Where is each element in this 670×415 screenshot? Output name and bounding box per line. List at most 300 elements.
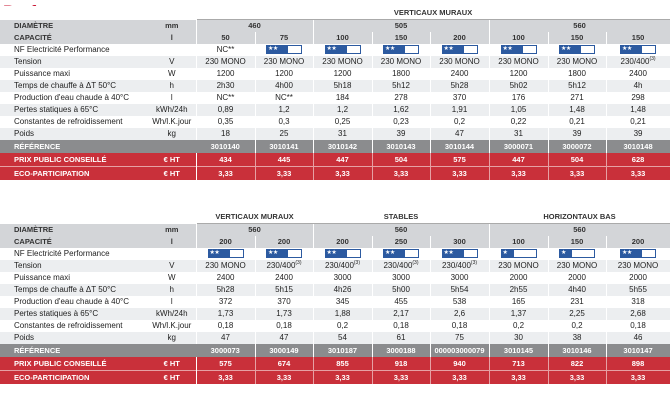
row-label: Tension — [0, 56, 148, 68]
reference-value: 3010140 — [196, 140, 255, 153]
reference-row — [0, 344, 670, 357]
cell-value — [255, 332, 313, 344]
cell-text: 230/400 — [383, 261, 413, 270]
cell-value — [489, 68, 548, 80]
row-label: Puissance maxi — [0, 272, 148, 284]
cell-text: 230/400 — [266, 261, 296, 270]
cell-text: 5h15 — [275, 285, 293, 294]
nf-row — [0, 248, 670, 260]
cell-value — [548, 80, 606, 92]
cell-value — [548, 260, 606, 272]
cell-value — [606, 92, 670, 104]
cell-value — [255, 116, 313, 128]
cell-text: 0,25 — [334, 117, 351, 126]
cell-text: 0,18 — [276, 321, 292, 330]
header-spacer — [0, 210, 196, 224]
cell-value — [372, 104, 430, 116]
stars-glyph: ★★ — [622, 46, 632, 53]
cell-text: 230 MONO — [556, 261, 598, 270]
diameter-value: 560 — [313, 224, 489, 237]
cell-value — [196, 260, 255, 272]
cell-text: 3000 — [450, 273, 469, 282]
stars-glyph: ★★ — [268, 46, 278, 53]
star-rating-badge-icon — [325, 249, 361, 258]
eco-value: 3,33 — [372, 167, 430, 181]
star-rating-badge-icon — [501, 249, 537, 258]
reference-row — [0, 140, 670, 153]
reference-value: 3010147 — [606, 344, 670, 357]
capacity-value: 200 — [430, 32, 489, 44]
row-unit: mm — [148, 20, 196, 33]
stars-glyph: ★★ — [268, 250, 278, 257]
stars-glyph: ★★ — [326, 46, 337, 53]
cell-text: 4h40 — [568, 285, 586, 294]
cell-text: 184 — [335, 93, 350, 102]
diameter-value: 460 — [196, 20, 313, 33]
capacity-value: 300 — [430, 236, 489, 248]
cell-value — [548, 272, 606, 284]
cell-value — [372, 308, 430, 320]
group-header: STABLES — [313, 210, 489, 224]
cell-text: 298 — [631, 93, 645, 102]
cell-text: 0,21 — [630, 117, 646, 126]
eco-value: 3,33 — [606, 167, 670, 181]
cell-value — [489, 80, 548, 92]
data-row — [0, 56, 670, 68]
cell-value — [313, 272, 372, 284]
price-value: 822 — [548, 357, 606, 371]
cell-value — [489, 128, 548, 140]
nf-value — [313, 248, 372, 260]
reference-value: 3010143 — [372, 140, 430, 153]
cell-value — [548, 56, 606, 68]
eco-value: 3,33 — [255, 167, 313, 181]
cell-text: 230 MONO — [322, 57, 363, 66]
stars-glyph: ★★ — [502, 46, 513, 53]
nf-value — [372, 248, 430, 260]
row-unit: kWh/24h — [148, 308, 196, 320]
cell-value — [430, 68, 489, 80]
capacity-row — [0, 236, 670, 248]
cell-text: 3000 — [333, 273, 352, 282]
price-value: 855 — [313, 357, 372, 371]
star-rating-badge-icon — [383, 45, 419, 54]
cell-text: 1,05 — [510, 105, 527, 114]
performances-table-1 — [0, 6, 670, 180]
cell-value — [255, 308, 313, 320]
row-label: Pertes statiques à 65°C — [0, 308, 148, 320]
row-unit — [148, 44, 196, 56]
cell-text: 230 MONO — [205, 57, 246, 66]
cell-value — [489, 92, 548, 104]
cell-text: 30 — [514, 333, 523, 342]
data-row — [0, 296, 670, 308]
cell-text: 230 MONO — [556, 57, 598, 66]
cell-value — [489, 104, 548, 116]
row-unit: € HT — [148, 153, 196, 167]
cell-text: 1800 — [392, 69, 410, 78]
cell-text: 2,68 — [630, 309, 646, 318]
cell-value — [313, 260, 372, 272]
cell-value — [196, 128, 255, 140]
cell-value — [489, 308, 548, 320]
footnote-mark: (3) — [649, 56, 656, 62]
capacity-value: 150 — [548, 32, 606, 44]
reference-value: 3000073 — [196, 344, 255, 357]
stars-glyph: ★★ — [209, 250, 220, 257]
cell-text: 18 — [221, 129, 230, 138]
cell-text: 1,48 — [569, 105, 585, 114]
cell-value — [372, 260, 430, 272]
cell-text: 455 — [394, 297, 408, 306]
price-value: 628 — [606, 153, 670, 167]
stars-glyph: ★★ — [443, 46, 454, 53]
row-unit: V — [148, 56, 196, 68]
cell-value — [548, 68, 606, 80]
row-label: RÉFÉRENCE — [0, 344, 196, 357]
row-unit: W — [148, 272, 196, 284]
cell-text: 1,73 — [217, 309, 234, 318]
row-label: Constantes de refroidissement — [0, 320, 148, 332]
cell-text: 39 — [633, 129, 643, 138]
cell-text: 5h54 — [450, 285, 469, 294]
cell-value — [489, 272, 548, 284]
eco-value: 3,33 — [489, 371, 548, 385]
nf-value — [430, 44, 489, 56]
cell-value — [313, 308, 372, 320]
stars-glyph: ★★ — [561, 46, 571, 53]
price-value: 447 — [489, 153, 548, 167]
price-value: 504 — [548, 153, 606, 167]
cell-value — [606, 284, 670, 296]
cell-text: 0,89 — [217, 105, 234, 114]
cell-text: 0,18 — [630, 321, 646, 330]
cell-value — [313, 80, 372, 92]
cell-value — [430, 272, 489, 284]
star-rating-badge-icon — [620, 249, 656, 258]
cell-value — [255, 272, 313, 284]
cell-text: 2,17 — [393, 309, 409, 318]
cell-text: 25 — [279, 129, 289, 138]
cell-text: 230 MONO — [498, 261, 539, 270]
cell-text: 1,2 — [278, 105, 290, 114]
data-row — [0, 104, 670, 116]
diameter-value: 560 — [489, 20, 670, 33]
stars-glyph: ★★ — [326, 250, 337, 257]
cell-value — [430, 296, 489, 308]
cell-value — [430, 116, 489, 128]
cell-text: 0,3 — [278, 117, 290, 126]
cell-text: 2000 — [509, 273, 528, 282]
cell-value — [255, 260, 313, 272]
cell-value — [489, 296, 548, 308]
cell-text: 0,18 — [451, 321, 468, 330]
row-unit: € HT — [148, 167, 196, 181]
nf-value — [255, 44, 313, 56]
price-value: 575 — [430, 153, 489, 167]
row-label: Poids — [0, 128, 148, 140]
nf-value — [489, 248, 548, 260]
nf-value — [606, 248, 670, 260]
cell-text: 1,88 — [334, 309, 351, 318]
group-header: VERTICAUX MURAUX — [196, 210, 313, 224]
row-unit: kg — [148, 332, 196, 344]
row-unit: l — [148, 236, 196, 248]
price-value: 674 — [255, 357, 313, 371]
cell-text: 230/400 — [620, 57, 650, 66]
cell-value — [372, 80, 430, 92]
price-value: 445 — [255, 153, 313, 167]
eco-value: 3,33 — [313, 167, 372, 181]
eco-value: 3,33 — [430, 167, 489, 181]
nf-value — [548, 248, 606, 260]
cell-value — [430, 92, 489, 104]
eco-row — [0, 167, 670, 181]
capacity-value: 100 — [313, 32, 372, 44]
cell-text: 4h — [633, 81, 643, 90]
cell-text: 47 — [221, 333, 230, 342]
cell-text: 1,62 — [393, 105, 409, 114]
capacity-value: 150 — [372, 32, 430, 44]
cell-text: 0,35 — [217, 117, 234, 126]
nf-value — [548, 44, 606, 56]
row-label: Tension — [0, 260, 148, 272]
row-label: ECO-PARTICIPATION — [0, 167, 148, 181]
cell-text: 370 — [452, 93, 467, 102]
performances-table-2 — [0, 210, 670, 384]
cell-value — [372, 284, 430, 296]
cell-value — [196, 116, 255, 128]
cell-text: 5h28 — [216, 285, 235, 294]
row-label: RÉFÉRENCE — [0, 140, 196, 153]
cell-text: 278 — [394, 93, 408, 102]
star-rating-badge-icon — [208, 249, 244, 258]
cell-text: 2h55 — [509, 285, 528, 294]
cell-text: 0,2 — [336, 321, 349, 330]
row-unit: h — [148, 284, 196, 296]
cell-text: 0,2 — [512, 321, 525, 330]
star-rating-badge-icon — [325, 45, 361, 54]
eco-value: 3,33 — [548, 371, 606, 385]
row-unit: kg — [148, 128, 196, 140]
cell-value — [489, 284, 548, 296]
cell-text: 0,2 — [453, 117, 466, 126]
cell-text: 230 MONO — [617, 261, 659, 270]
eco-value: 3,33 — [313, 371, 372, 385]
data-row — [0, 272, 670, 284]
cell-text: 1,37 — [510, 309, 527, 318]
capacity-value: 250 — [372, 236, 430, 248]
cell-text: 2400 — [450, 69, 469, 78]
cell-value — [255, 56, 313, 68]
cell-value — [372, 272, 430, 284]
stars-glyph: ★★ — [385, 46, 395, 53]
row-unit: Wh/l.K.jour — [148, 320, 196, 332]
cell-text: 5h02 — [509, 81, 528, 90]
price-value: 434 — [196, 153, 255, 167]
cell-value — [606, 56, 670, 68]
cell-text: 230/400 — [441, 261, 471, 270]
row-unit: l — [148, 32, 196, 44]
cell-text: 230/400 — [324, 261, 354, 270]
capacity-value: 200 — [196, 236, 255, 248]
row-unit: h — [148, 80, 196, 92]
cell-text: 1200 — [333, 69, 352, 78]
data-row — [0, 284, 670, 296]
capacity-value: 200 — [313, 236, 372, 248]
nf-value — [606, 44, 670, 56]
cell-value — [196, 320, 255, 332]
cell-value — [606, 296, 670, 308]
cell-text: 2,6 — [453, 309, 466, 318]
cell-value — [489, 332, 548, 344]
row-label: DIAMÈTRE — [0, 224, 148, 237]
cell-text: 5h12 — [568, 81, 586, 90]
cell-value — [606, 332, 670, 344]
row-label: ECO-PARTICIPATION — [0, 371, 148, 385]
cell-text: 31 — [514, 129, 523, 138]
cell-text: 1,2 — [336, 105, 349, 114]
row-label: Constantes de refroidissement — [0, 116, 148, 128]
row-label: Production d'eau chaude à 40°C — [0, 92, 148, 104]
cell-value — [548, 296, 606, 308]
cell-text: 4h00 — [275, 81, 293, 90]
cell-value — [372, 296, 430, 308]
cell-text: 1,73 — [276, 309, 292, 318]
footnote-mark: (3) — [353, 260, 361, 266]
capacity-value: 150 — [548, 236, 606, 248]
eco-value: 3,33 — [196, 167, 255, 181]
eco-value: 3,33 — [196, 371, 255, 385]
cell-text: 47 — [279, 333, 289, 342]
row-unit: € HT — [148, 357, 196, 371]
reference-value: 000003000079 — [430, 344, 489, 357]
row-unit: l — [148, 92, 196, 104]
cell-value — [196, 284, 255, 296]
capacity-value: 200 — [255, 236, 313, 248]
stars-glyph: ★ — [561, 250, 566, 257]
cell-text: 39 — [572, 129, 582, 138]
cell-text: 5h28 — [450, 81, 469, 90]
cell-value — [372, 116, 430, 128]
eco-value: 3,33 — [430, 371, 489, 385]
capacity-value: 50 — [196, 32, 255, 44]
row-label: CAPACITÉ — [0, 32, 148, 44]
cell-text: 0,23 — [393, 117, 409, 126]
nf-value — [196, 248, 255, 260]
cell-value — [489, 56, 548, 68]
row-label: CAPACITÉ — [0, 236, 148, 248]
cell-text: 230 MONO — [380, 57, 422, 66]
row-label: Poids — [0, 332, 148, 344]
cell-value — [255, 92, 313, 104]
cell-value — [196, 272, 255, 284]
price-value: 447 — [313, 153, 372, 167]
reference-value: 3010146 — [548, 344, 606, 357]
cell-value — [548, 284, 606, 296]
cell-value — [255, 284, 313, 296]
diameter-value: 560 — [489, 224, 670, 237]
nf-text: NC** — [216, 45, 235, 54]
cell-value — [313, 128, 372, 140]
cell-value — [196, 80, 255, 92]
cell-text: 165 — [511, 297, 526, 306]
cell-text: 54 — [338, 333, 347, 342]
stars-glyph: ★ — [502, 250, 508, 257]
data-row — [0, 320, 670, 332]
footnote-mark: (3) — [470, 260, 478, 266]
cell-text: 271 — [570, 93, 584, 102]
cell-text: 5h18 — [333, 81, 352, 90]
row-label: PRIX PUBLIC CONSEILLÉ — [0, 357, 148, 371]
row-unit: mm — [148, 224, 196, 237]
cell-value — [255, 80, 313, 92]
cell-text: 1200 — [275, 69, 293, 78]
cell-value — [196, 104, 255, 116]
cell-text: 75 — [455, 333, 464, 342]
price-value: 918 — [372, 357, 430, 371]
capacity-value: 100 — [489, 32, 548, 44]
price-value: 940 — [430, 357, 489, 371]
cell-text: 0,2 — [571, 321, 583, 330]
cell-text: 5h12 — [392, 81, 410, 90]
cell-value — [255, 104, 313, 116]
cell-value — [489, 116, 548, 128]
cell-text: 5h00 — [392, 285, 410, 294]
group-header: VERTICAUX MURAUX — [196, 6, 670, 20]
data-row — [0, 128, 670, 140]
cell-value — [313, 56, 372, 68]
nf-value — [430, 248, 489, 260]
cell-value — [255, 128, 313, 140]
cell-value — [313, 320, 372, 332]
cell-text: 370 — [277, 297, 291, 306]
cell-value — [313, 92, 372, 104]
reference-value: 3010148 — [606, 140, 670, 153]
cell-value — [548, 104, 606, 116]
cell-value — [430, 260, 489, 272]
cell-text: 0,22 — [510, 117, 527, 126]
cell-value — [606, 116, 670, 128]
cell-text: 2000 — [568, 273, 586, 282]
group-header: HORIZONTAUX BAS — [489, 210, 670, 224]
nf-value — [489, 44, 548, 56]
cell-value — [606, 80, 670, 92]
cell-value — [372, 92, 430, 104]
cell-value — [606, 272, 670, 284]
row-label: Temps de chauffe à ΔT 50°C — [0, 284, 148, 296]
cell-value — [372, 56, 430, 68]
row-unit: kWh/24h — [148, 104, 196, 116]
cell-value — [430, 320, 489, 332]
cell-value — [196, 308, 255, 320]
star-rating-badge-icon — [442, 249, 478, 258]
cell-value — [548, 332, 606, 344]
cell-text: 2400 — [216, 273, 235, 282]
reference-value: 3010145 — [489, 344, 548, 357]
cell-value — [430, 332, 489, 344]
row-label: Production d'eau chaude à 40°C — [0, 296, 148, 308]
price-value: 713 — [489, 357, 548, 371]
cell-text: 38 — [572, 333, 582, 342]
row-unit: Wh/l.K.jour — [148, 116, 196, 128]
cell-text: 46 — [633, 333, 643, 342]
diameter-row — [0, 20, 670, 33]
cell-value — [196, 92, 255, 104]
footnote-mark: (3) — [412, 260, 419, 266]
cell-value — [606, 308, 670, 320]
nf-row — [0, 44, 670, 56]
